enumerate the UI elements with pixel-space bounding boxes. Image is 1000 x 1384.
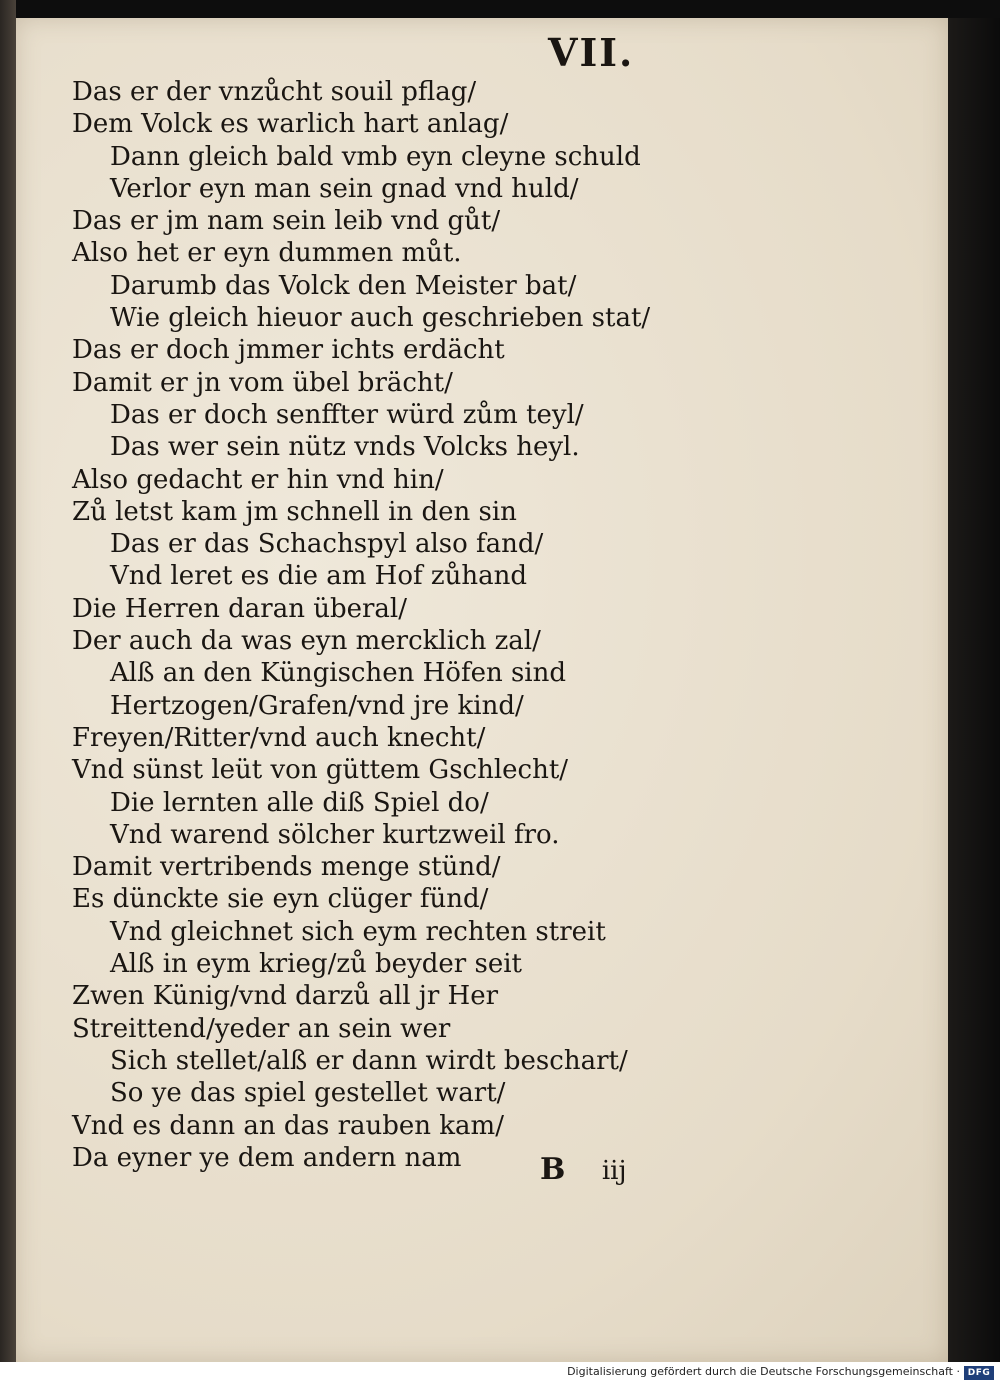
verse-line: Alß in eym krieg/zů beyder seit (110, 949, 522, 980)
verse-line: Die Herren daran überal/ (72, 593, 407, 624)
verse-line: Verlor eyn man sein gnad vnd huld/ (110, 173, 579, 204)
verse-line: Das er das Schachspyl also fand/ (110, 529, 544, 560)
signature-mark (540, 1152, 627, 1187)
verse-line: Dem Volck es warlich hart anlag/ (72, 109, 509, 140)
verse-line: Dann gleich bald vmb eyn cleyne schuld (110, 141, 641, 172)
footer-bar (0, 1362, 1000, 1384)
scan-background-edge (948, 18, 1000, 1362)
dfg-logo: DFG (964, 1366, 994, 1380)
verse-line: Freyen/Ritter/vnd auch knecht/ (72, 722, 486, 753)
verse-line: Damit vertribends menge stünd/ (72, 852, 501, 883)
signature-number: iij (601, 1156, 627, 1186)
verse-line: So ye das spiel gestellet wart/ (110, 1078, 506, 1109)
verse-text-block (72, 76, 672, 1174)
verse-line: Hertzogen/Grafen/vnd jre kind/ (110, 690, 524, 721)
page-folio-number: VII. (548, 30, 635, 75)
verse-line: Streittend/yeder an sein wer (72, 1013, 451, 1044)
verse-line: Der auch da was eyn mercklich zal/ (72, 626, 541, 657)
verse-line: Wie gleich hieuor auch geschrieben stat/ (110, 303, 651, 334)
verse-line: Zů letst kam jm schnell in den sin (72, 496, 517, 527)
book-spine-shadow (0, 0, 16, 1362)
verse-line: Das er jm nam sein leib vnd gůt/ (72, 206, 501, 237)
verse-line: Das wer sein nütz vnds Volcks heyl. (110, 432, 580, 463)
verse-line: Alß an den Küngischen Höfen sind (110, 658, 567, 689)
verse-line: Das er der vnzůcht souil pflag/ (72, 77, 477, 107)
verse-line: Es dünckte sie eyn clüger fünd/ (72, 884, 489, 915)
verse-line: Also het er eyn dummen můt. (72, 238, 462, 269)
verse-line: Darumb das Volck den Meister bat/ (110, 270, 577, 301)
verse-line: Da eyner ye dem andern nam (72, 1142, 462, 1173)
signature-letter: B (540, 1152, 566, 1187)
verse-line: Das er doch jmmer ichts erdächt (72, 335, 505, 366)
verse-line: Vnd sünst leüt von güttem Gschlecht/ (72, 755, 569, 786)
verse-line: Sich stellet/alß er dann wirdt beschart/ (110, 1045, 628, 1076)
verse-line: Vnd gleichnet sich eym rechten streit (110, 916, 606, 947)
verse-line: Die lernten alle diß Spiel do/ (110, 787, 489, 818)
verse-line: Vnd es dann an das rauben kam/ (72, 1110, 504, 1141)
verse-line: Damit er jn vom übel brächt/ (72, 367, 453, 398)
verse-line: Vnd warend sölcher kurtzweil fro. (110, 819, 560, 850)
verse-line: Also gedacht er hin vnd hin/ (72, 464, 444, 495)
footer-credit: Digitalisierung gefördert durch die Deutsche Forschungsgemeinschaft · (567, 1365, 960, 1378)
verse-line: Das er doch senffter würd zům teyl/ (110, 399, 584, 430)
verse-line: Vnd leret es die am Hof zůhand (110, 561, 527, 592)
verse-line: Zwen Künig/vnd darzů all jr Her (72, 981, 499, 1012)
